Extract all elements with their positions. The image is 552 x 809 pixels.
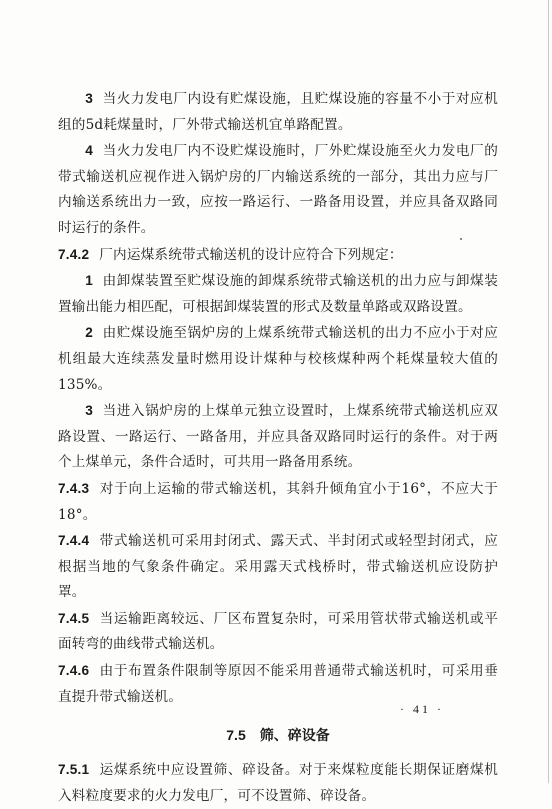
clause-text: 运煤系统中应设置筛、碎设备。对于来煤粒度能长期保证磨煤机入料粒度要求的火力发电厂，可不设置筛、碎设备。 <box>58 762 498 804</box>
item-text: 当进入锅炉房的上煤单元独立设置时，上煤系统带式输送机应双路设置、一路运行、一路备用，并应具备双路同时运行的条件。对于两个上煤单元，条件合适时，可共用一路备用系统。 <box>58 403 498 471</box>
clause-text: 由于布置条件限制等原因不能采用普通带式输送机时，可采用垂直提升带式输送机。 <box>58 663 498 705</box>
page-edge <box>548 0 549 783</box>
clause-number: 7.4.6 <box>58 663 90 679</box>
item-text: 由卸煤装置至贮煤设施的卸煤系统带式输送机的出力应与卸煤装置输出能力相匹配，可根据卸煤装置的形式及数量单路或双路设置。 <box>58 273 498 315</box>
list-item <box>58 398 498 476</box>
item-number: 3 <box>85 403 93 419</box>
section-heading <box>58 724 498 747</box>
clause <box>58 757 498 809</box>
item-number: 1 <box>85 273 93 289</box>
item-number: 4 <box>85 143 93 159</box>
clause-text: 厂内运煤系统带式输送机的设计应符合下列规定： <box>99 246 403 263</box>
clause-text: 带式输送机可采用封闭式、露天式、半封闭式或轻型封闭式，应根据当地的气象条件确定。采用露天式栈桥时，带式输送机应设防护罩。 <box>58 533 498 601</box>
clause-number: 7.4.5 <box>58 610 90 626</box>
section-number: 7.5 <box>226 727 246 744</box>
clause-text: 当运输距离较远、厂区布置复杂时，可采用管状带式输送机或平面转弯的曲线带式输送机。 <box>58 610 498 653</box>
clause-number: 7.4.4 <box>58 533 90 549</box>
clause <box>58 528 498 606</box>
list-item <box>58 268 498 320</box>
clause-number: 7.4.3 <box>58 480 90 496</box>
list-item <box>58 138 498 241</box>
list-item <box>58 320 498 398</box>
clause <box>58 242 498 269</box>
page-number: · 41 · <box>400 702 444 716</box>
item-text: 由贮煤设施至锅炉房的上煤系统带式输送机的出力不应小于对应机组最大连续蒸发量时燃用设计煤种与校核煤种两个耗煤量较大值的135%。 <box>58 325 498 393</box>
item-text: 当火力发电厂内不设贮煤设施时，厂外贮煤设施至火力发电厂的带式输送机应视作进入锅炉房的厂内输送系统的一部分，其出力应与厂内输送系统出力一致，应按一路运行、一路备用设置，并应具备双路同时运行的条件。 <box>58 143 498 236</box>
clause-number: 7.4.2 <box>58 246 90 262</box>
item-number: 2 <box>85 325 93 341</box>
item-number: 3 <box>85 91 93 106</box>
page-body <box>58 86 498 809</box>
clause <box>58 606 498 658</box>
list-item <box>58 86 498 138</box>
clause <box>58 476 498 528</box>
clause-number: 7.5.1 <box>58 762 90 778</box>
item-text: 当火力发电厂内设有贮煤设施，且贮煤设施的容量不小于对应机组的5d耗煤量时，厂外带式输送机宜单路配置。 <box>58 91 498 133</box>
clause-text: 对于向上运输的带式输送机，其斜升倾角宜小于16°，不应大于18°。 <box>58 480 498 523</box>
section-title: 筛、碎设备 <box>259 728 330 745</box>
